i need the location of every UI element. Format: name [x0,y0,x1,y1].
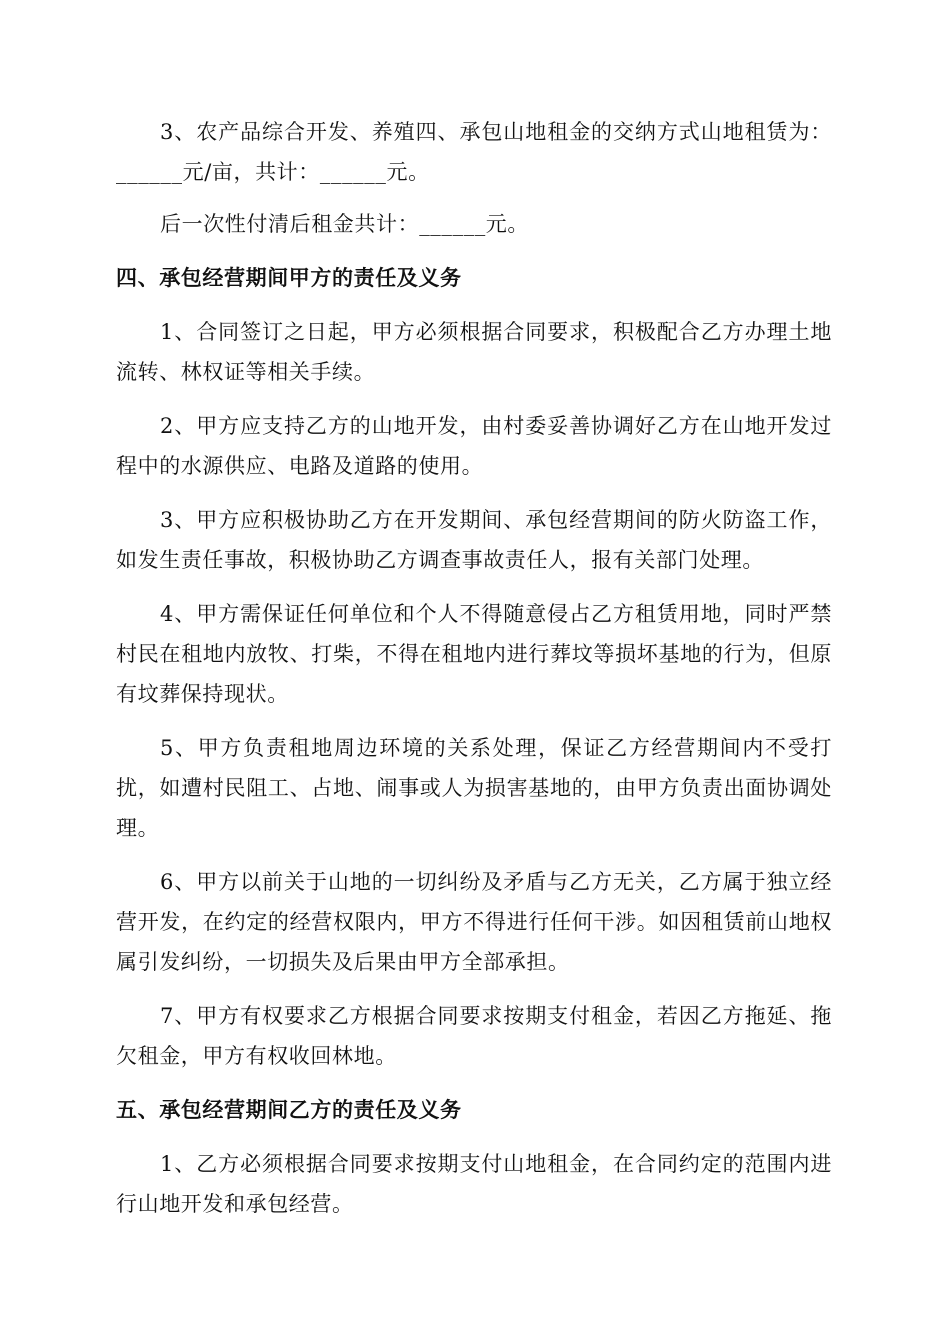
section-four-item-6: 6、甲方以前关于山地的一切纠纷及矛盾与乙方无关，乙方属于独立经营开发，在约定的经营权限内，甲方不得进行任何干涉。如因租赁前山地权属引发纠纷，一切损失及后果由甲方全部承担。 [116,870,832,974]
section-four-item-2: 2、甲方应支持乙方的山地开发，由村委妥善协调好乙方在山地开发过程中的水源供应、电路及道路的使用。 [116,414,832,478]
section-four-item-3: 3、甲方应积极协助乙方在开发期间、承包经营期间的防火防盗工作，如发生责任事故，积极协助乙方调查事故责任人，报有关部门处理。 [116,508,832,572]
section-four-heading: 四、承包经营期间甲方的责任及义务 [116,266,462,290]
document-body [116,112,832,1238]
section-five-heading: 五、承包经营期间乙方的责任及义务 [116,1098,462,1122]
section-four-item-1: 1、合同签订之日起，甲方必须根据合同要求，积极配合乙方办理土地流转、林权证等相关手续。 [116,320,832,384]
section-five-item-1: 1、乙方必须根据合同要求按期支付山地租金，在合同约定的范围内进行山地开发和承包经营。 [116,1152,832,1216]
section-four-item-5: 5、甲方负责租地周边环境的关系处理，保证乙方经营期间内不受打扰，如遭村民阻工、占地、闹事或人为损害基地的，由甲方负责出面协调处理。 [116,736,832,840]
section-four-item-7: 7、甲方有权要求乙方根据合同要求按期支付租金，若因乙方拖延、拖欠租金，甲方有权收回林地。 [116,1004,832,1068]
section-four-item-4: 4、甲方需保证任何单位和个人不得随意侵占乙方租赁用地，同时严禁村民在租地内放牧、打柴，不得在租地内进行葬坟等损坏基地的行为，但原有坟葬保持现状。 [116,602,832,706]
paragraph-rent-total: 后一次性付清后租金共计：______元。 [160,212,529,236]
paragraph-rent-payment: 3、农产品综合开发、养殖四、承包山地租金的交纳方式山地租赁为：______元/亩，共计：______元。 [116,120,832,184]
